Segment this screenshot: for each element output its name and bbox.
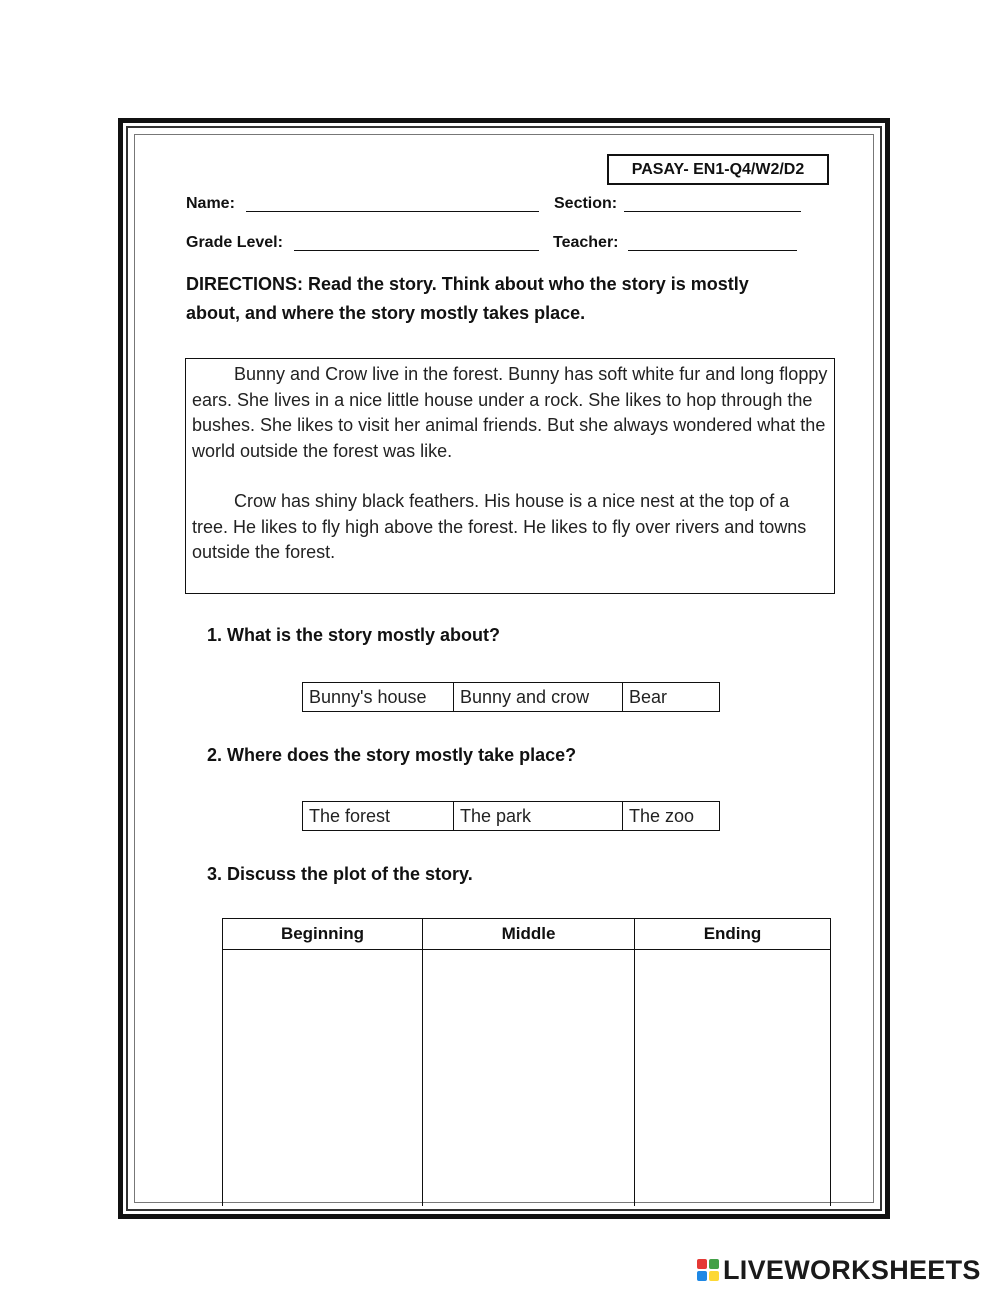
- story-paragraph: Crow has shiny black feathers. His house is a nice nest at the top of a tree. He likes to fly high above the forest. He likes to fly over rivers and towns outside the forest.: [192, 491, 807, 562]
- name-field[interactable]: [246, 211, 539, 212]
- section-label: Section:: [554, 195, 618, 212]
- name-label: Name:: [186, 195, 235, 212]
- grade-level-label: Grade Level:: [186, 234, 283, 251]
- option-the-park[interactable]: The park: [454, 802, 623, 830]
- story-box: [185, 358, 835, 594]
- teacher-label: Teacher:: [553, 234, 619, 251]
- question-1-options: [302, 682, 720, 712]
- question-2: 2. Where does the story mostly take place?: [207, 745, 577, 765]
- logo-icon: [697, 1259, 719, 1281]
- plot-header-ending: Ending: [635, 919, 831, 950]
- story-paragraph: Bunny and Crow live in the forest. Bunny has soft white fur and long floppy ears. She lives in a nice little house under a rock. She likes to hop through the bushes. She likes to visit her animal friends. But she always wondered what the world outside the forest was like.: [192, 364, 828, 461]
- plot-cell-ending[interactable]: [635, 950, 831, 1207]
- grade-level-field[interactable]: [294, 250, 539, 251]
- teacher-field[interactable]: [628, 250, 797, 251]
- option-the-forest[interactable]: The forest: [303, 802, 454, 830]
- worksheet-code: PASAY- EN1-Q4/W2/D2: [607, 154, 829, 185]
- liveworksheets-logo: [697, 1255, 981, 1285]
- question-3: 3. Discuss the plot of the story.: [207, 864, 473, 884]
- option-bear[interactable]: Bear: [629, 687, 668, 707]
- question-2-options: [302, 801, 720, 831]
- plot-header-beginning: Beginning: [223, 919, 423, 950]
- logo-tile: [697, 1259, 707, 1269]
- plot-table: [222, 918, 831, 1206]
- section-field[interactable]: [624, 211, 801, 212]
- logo-tile: [709, 1259, 719, 1269]
- plot-header-middle: Middle: [423, 919, 635, 950]
- option-bunny-and-crow[interactable]: Bunny and crow: [454, 683, 623, 711]
- plot-cell-beginning[interactable]: [223, 950, 423, 1207]
- logo-tile: [697, 1271, 707, 1281]
- option-the-zoo[interactable]: The zoo: [629, 806, 695, 826]
- directions-text: DIRECTIONS: Read the story. Think about who the story is mostly about, and where the story mostly takes place.: [186, 274, 749, 323]
- question-1: 1. What is the story mostly about?: [207, 625, 501, 645]
- logo-tile: [709, 1271, 719, 1281]
- logo-text: LIVEWORKSHEETS: [723, 1254, 981, 1285]
- option-bunnys-house[interactable]: Bunny's house: [303, 683, 454, 711]
- plot-cell-middle[interactable]: [423, 950, 635, 1207]
